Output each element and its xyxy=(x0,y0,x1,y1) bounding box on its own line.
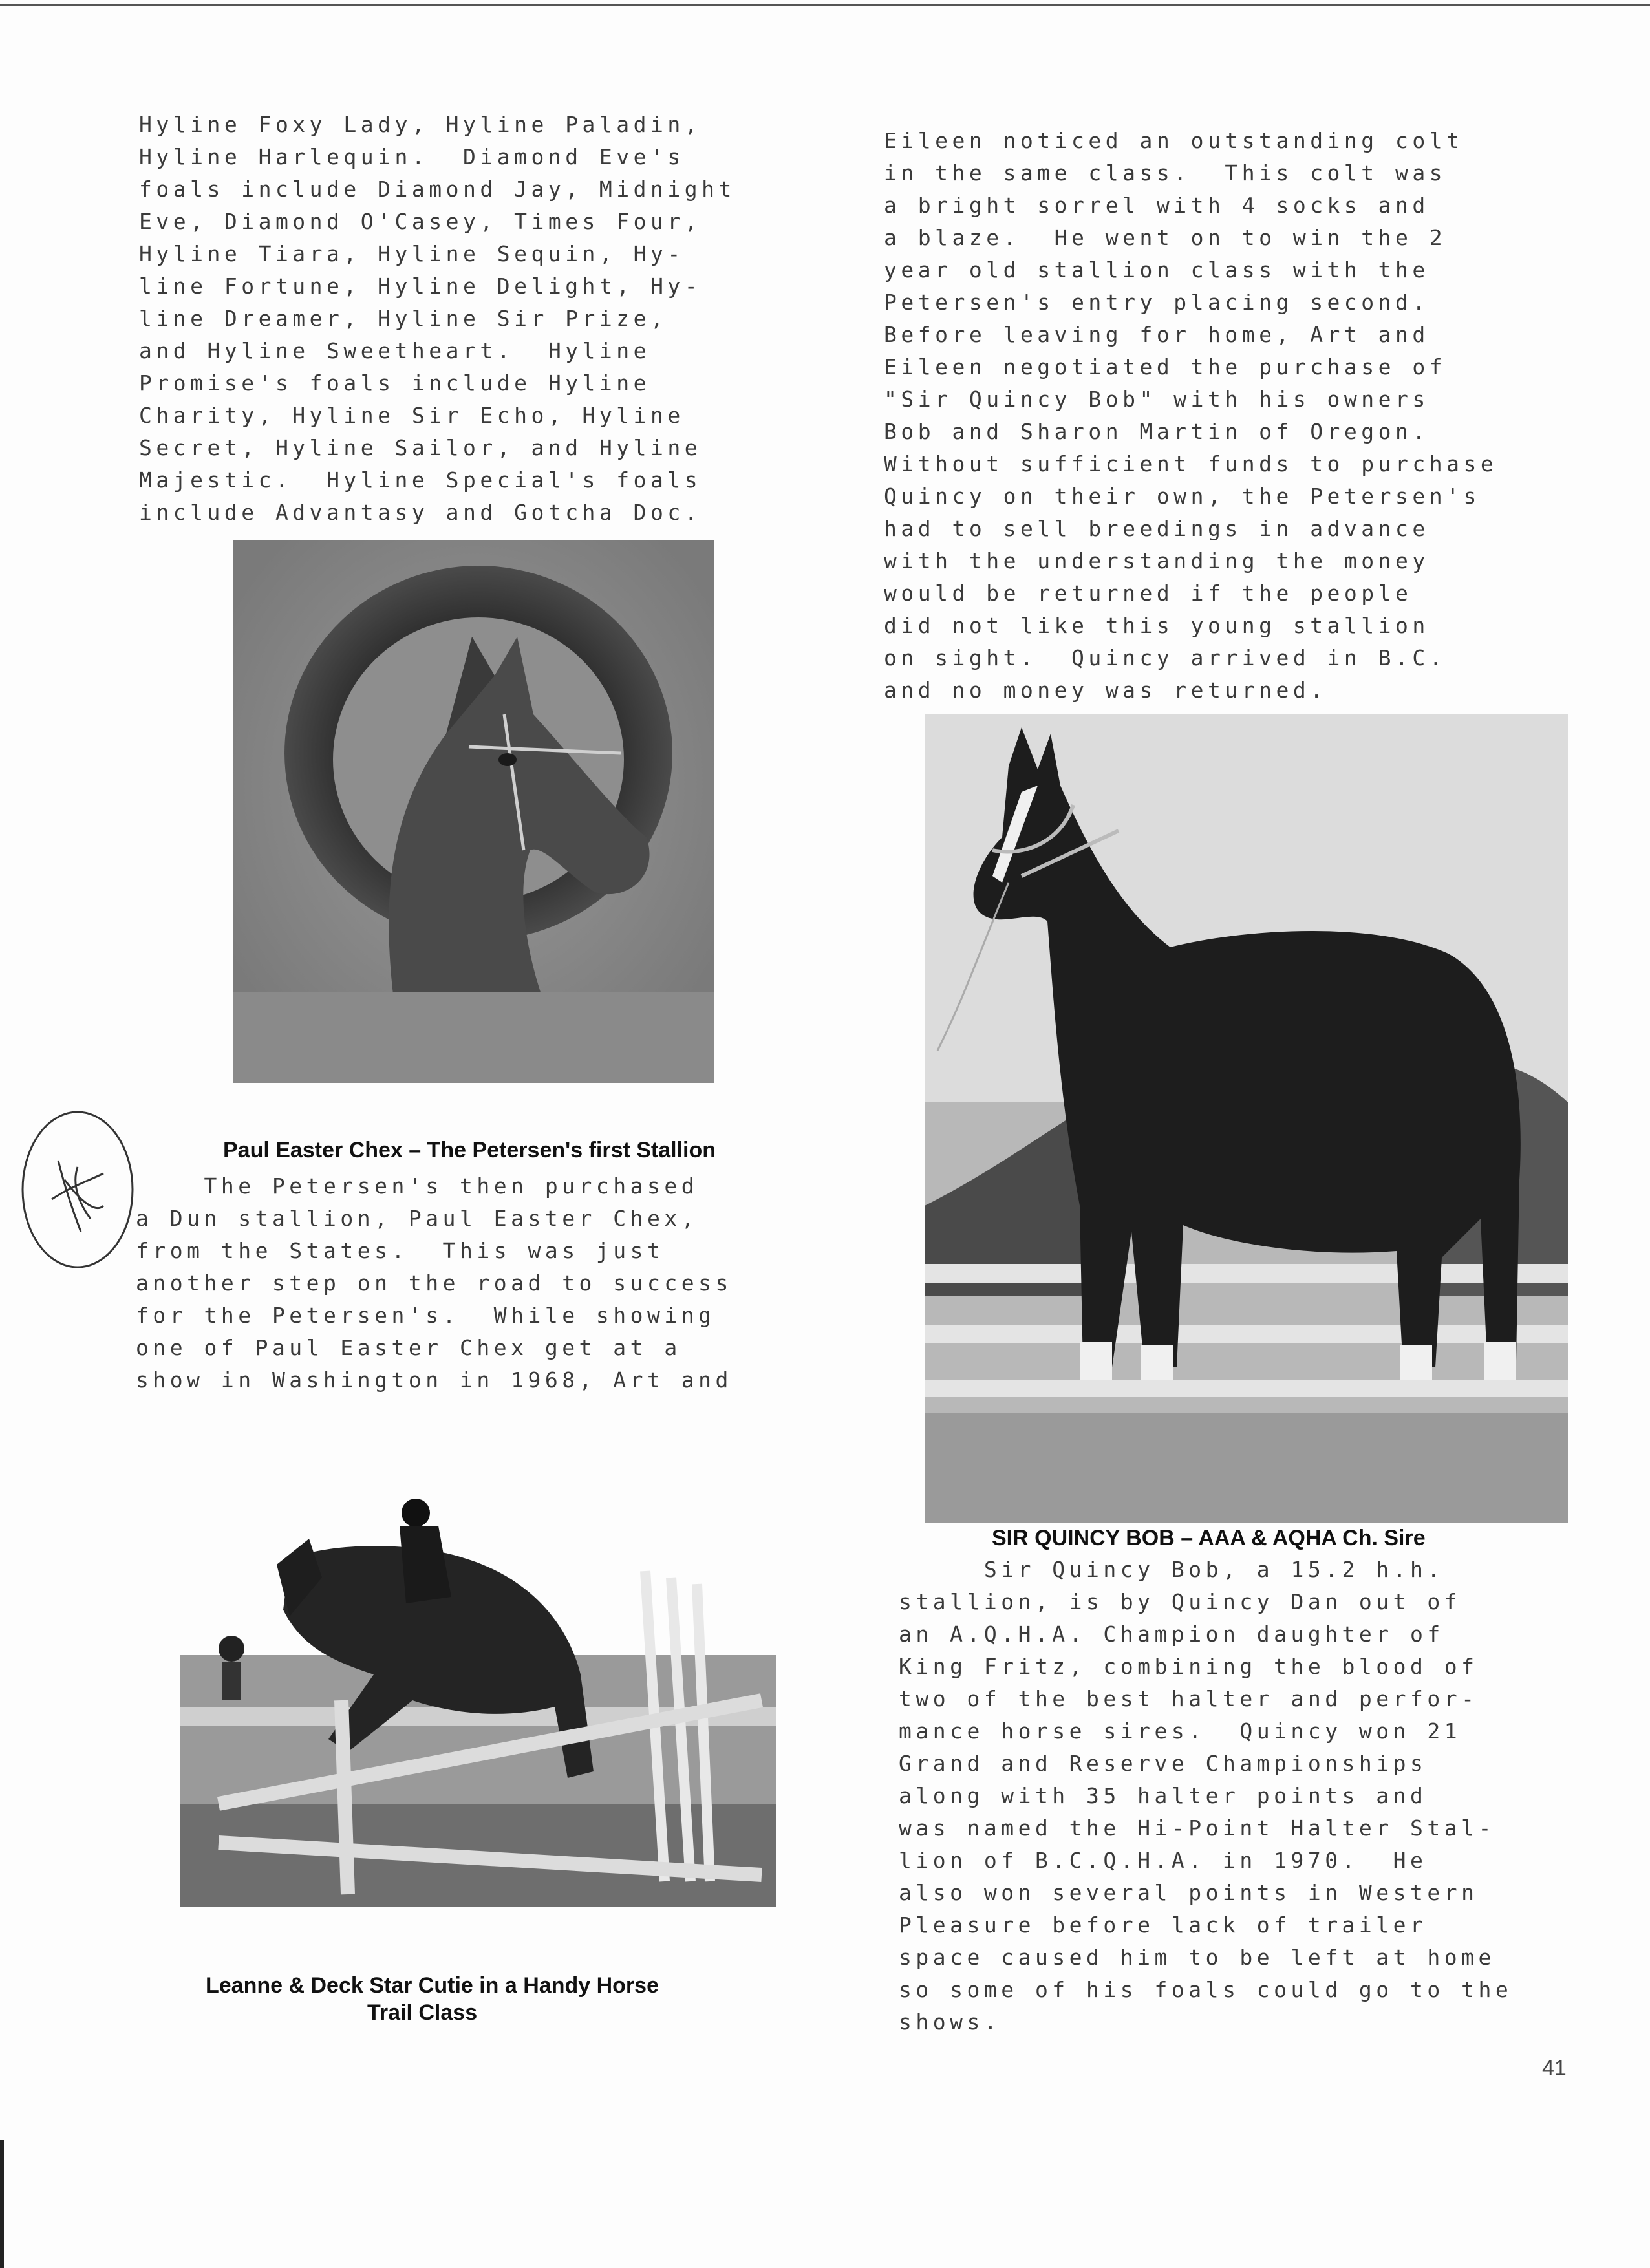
text-line: would be returned if the people xyxy=(884,581,1413,606)
text-line: King Fritz, combining the blood of xyxy=(899,1654,1479,1679)
monogram-stamp xyxy=(19,1109,136,1270)
text-line: had to sell breedings in advance xyxy=(884,516,1430,541)
text-line: stallion, is by Quincy Dan out of xyxy=(899,1589,1462,1614)
text-line: Eileen noticed an outstanding colt xyxy=(884,128,1464,153)
text-line: a blaze. He went on to win the 2 xyxy=(884,225,1447,250)
photo-paul-easter-chex xyxy=(233,540,714,1083)
text-line: with the understanding the money xyxy=(884,548,1430,573)
text-line: line Fortune, Hyline Delight, Hy- xyxy=(139,273,702,299)
text-line: another step on the road to success xyxy=(136,1270,733,1296)
text-line: an A.Q.H.A. Champion daughter of xyxy=(899,1621,1444,1647)
text-line: Petersen's entry placing second. xyxy=(884,290,1430,315)
text-line: Pleasure before lack of trailer xyxy=(899,1912,1428,1938)
caption-paul-easter-chex: Paul Easter Chex – The Petersen's first Stallion xyxy=(223,1138,716,1162)
text-line: Eve, Diamond O'Casey, Times Four, xyxy=(139,209,702,234)
text-line: also won several points in Western xyxy=(899,1880,1479,1905)
right-top-paragraph xyxy=(884,125,1497,707)
text-line: Majestic. Hyline Special's foals xyxy=(139,467,702,493)
text-line: The Petersen's then purchased xyxy=(136,1173,699,1199)
text-line: Quincy on their own, the Petersen's xyxy=(884,484,1481,509)
text-line: did not like this young stallion xyxy=(884,613,1430,638)
text-line: year old stallion class with the xyxy=(884,257,1430,283)
text-line: space caused him to be left at home xyxy=(899,1945,1495,1970)
photo-sir-quincy-bob xyxy=(925,714,1568,1523)
text-line: so some of his foals could go to the xyxy=(899,1977,1513,2002)
text-line: and no money was returned. xyxy=(884,678,1327,703)
right-bottom-paragraph xyxy=(899,1554,1512,2038)
text-line: Hyline Foxy Lady, Hyline Paladin, xyxy=(139,112,702,137)
text-line: two of the best halter and perfor- xyxy=(899,1686,1479,1711)
text-line: a bright sorrel with 4 socks and xyxy=(884,193,1430,218)
caption-leanne-line-2: Trail Class xyxy=(367,2000,478,2025)
text-line: from the States. This was just xyxy=(136,1238,665,1263)
text-line: include Advantasy and Gotcha Doc. xyxy=(139,500,702,525)
text-line: was named the Hi-Point Halter Stal- xyxy=(899,1815,1495,1841)
text-line: mance horse sires. Quincy won 21 xyxy=(899,1718,1462,1744)
text-line: foals include Diamond Jay, Midnight xyxy=(139,177,736,202)
text-line: Charity, Hyline Sir Echo, Hyline xyxy=(139,403,685,428)
text-line: line Dreamer, Hyline Sir Prize, xyxy=(139,306,668,331)
text-line: Hyline Tiara, Hyline Sequin, Hy- xyxy=(139,241,685,266)
text-line: Before leaving for home, Art and xyxy=(884,322,1430,347)
text-line: Grand and Reserve Championships xyxy=(899,1751,1428,1776)
text-line: Hyline Harlequin. Diamond Eve's xyxy=(139,144,685,169)
text-line: on sight. Quincy arrived in B.C. xyxy=(884,645,1447,670)
text-line: shows. xyxy=(899,2009,1002,2035)
text-line: Sir Quincy Bob, a 15.2 h.h. xyxy=(899,1557,1444,1582)
text-line: Without sufficient funds to purchase xyxy=(884,451,1498,476)
left-top-paragraph xyxy=(139,109,736,529)
text-line: Eileen negotiated the purchase of xyxy=(884,354,1447,380)
text-line: a Dun stallion, Paul Easter Chex, xyxy=(136,1206,699,1231)
text-line: in the same class. This colt was xyxy=(884,160,1447,186)
top-edge-rule xyxy=(0,4,1650,6)
scan-edge-mark xyxy=(0,2140,4,2268)
text-line: "Sir Quincy Bob" with his owners xyxy=(884,387,1430,412)
text-line: Promise's foals include Hyline xyxy=(139,370,651,396)
caption-leanne-line-1: Leanne & Deck Star Cutie in a Handy Horse xyxy=(206,1973,659,1998)
text-line: show in Washington in 1968, Art and xyxy=(136,1367,733,1393)
text-line: along with 35 halter points and xyxy=(899,1783,1428,1808)
text-line: lion of B.C.Q.H.A. in 1970. He xyxy=(899,1848,1428,1873)
text-line: Bob and Sharon Martin of Oregon. xyxy=(884,419,1430,444)
text-line: Secret, Hyline Sailor, and Hyline xyxy=(139,435,702,460)
photo-leanne-jumping xyxy=(180,1481,776,1907)
left-middle-paragraph xyxy=(136,1170,733,1396)
text-line: and Hyline Sweetheart. Hyline xyxy=(139,338,651,363)
caption-sir-quincy-bob: SIR QUINCY BOB – AAA & AQHA Ch. Sire xyxy=(992,1526,1426,1550)
text-line: for the Petersen's. While showing xyxy=(136,1303,716,1328)
text-line: one of Paul Easter Chex get at a xyxy=(136,1335,681,1360)
page-number: 41 xyxy=(1542,2056,1567,2081)
